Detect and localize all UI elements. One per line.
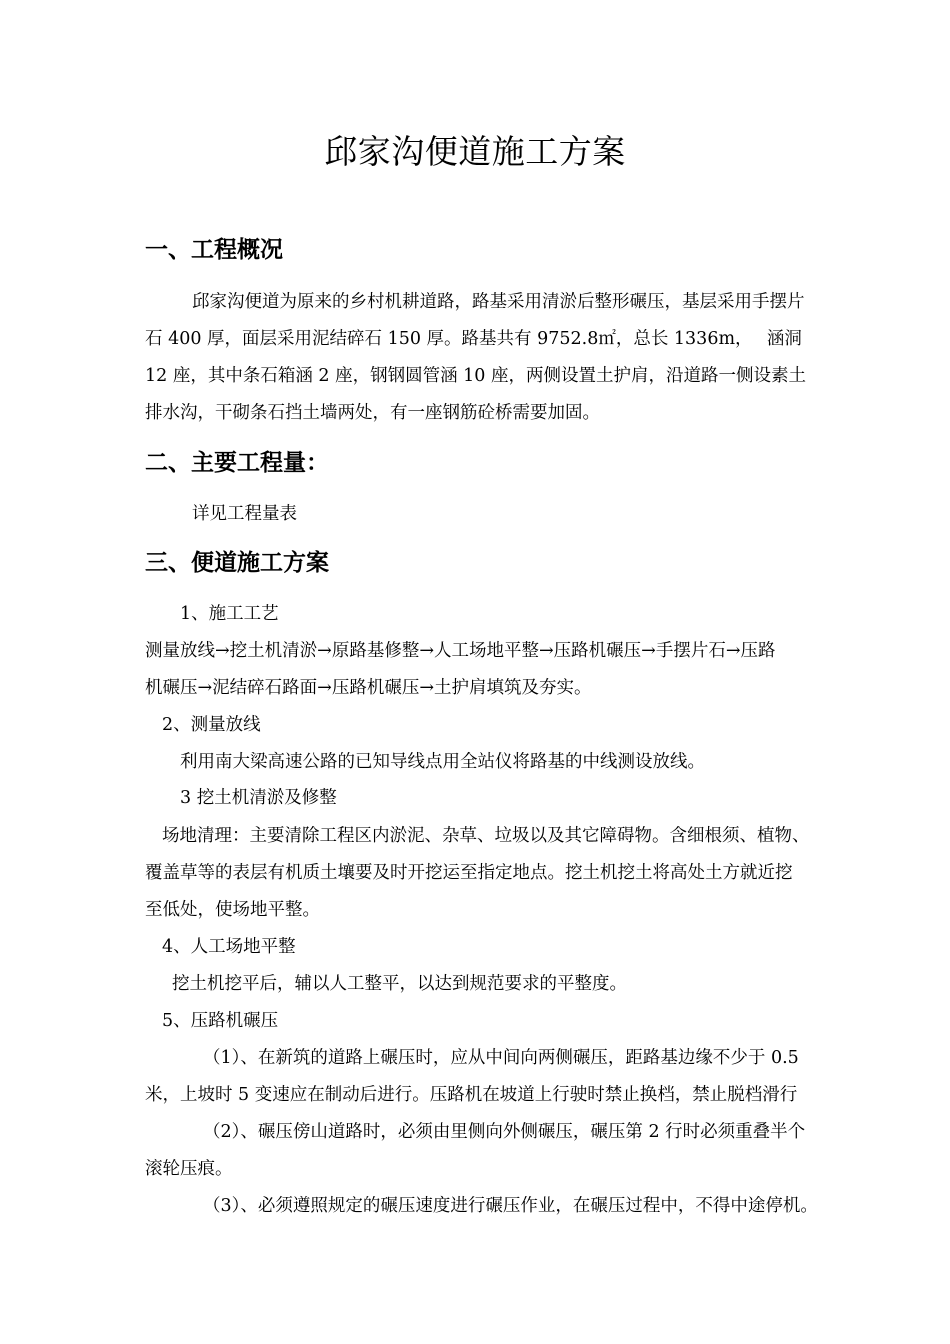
overview-line-3: 12 座，其中条石箱涵 2 座，钢钢圆管涵 10 座，两侧设置土护肩，沿道路一侧设素土 bbox=[145, 366, 806, 386]
item2-title: 2、测量放线 bbox=[162, 715, 261, 735]
overview-line-2: 石 400 厚，面层采用泥结碎石 150 厚。路基共有 9752.8㎡，总长 1336m， 涵洞 bbox=[145, 329, 802, 349]
item2-text: 利用南大梁高速公路的已知导线点用全站仪将路基的中线测设放线。 bbox=[180, 752, 705, 772]
item5-p1-line-1: （1）、在新筑的道路上碾压时，应从中间向两侧碾压，距路基边缘不少于 0.5 bbox=[203, 1048, 799, 1068]
item3-line-1: 场地清理：主要清除工程区内淤泥、杂草、垃圾以及其它障碍物。含细根须、植物、 bbox=[162, 826, 810, 846]
item3-title: 3 挖土机清淤及修整 bbox=[180, 788, 337, 808]
item1-line-2: 机碾压→泥结碎石路面→压路机碾压→土护肩填筑及夯实。 bbox=[145, 678, 592, 698]
section-heading-construction-plan: 三、便道施工方案 bbox=[145, 550, 329, 576]
overview-line-4: 排水沟，干砌条石挡土墙两处，有一座钢筋砼桥需要加固。 bbox=[145, 403, 600, 423]
quantities-text: 详见工程量表 bbox=[192, 504, 297, 524]
section-heading-quantities: 二、主要工程量： bbox=[145, 450, 329, 476]
item4-title: 4、人工场地平整 bbox=[162, 937, 296, 957]
item4-text: 挖土机挖平后，辅以人工整平，以达到规范要求的平整度。 bbox=[172, 974, 627, 994]
item3-line-2: 覆盖草等的表层有机质土壤要及时开挖运至指定地点。挖土机挖土将高处土方就近挖 bbox=[145, 863, 793, 883]
document-title: 邱家沟便道施工方案 bbox=[324, 132, 626, 171]
item1-title: 1、施工工艺 bbox=[180, 604, 279, 624]
overview-line-1: 邱家沟便道为原来的乡村机耕道路，路基采用清淤后整形碾压，基层采用手摆片 bbox=[192, 292, 805, 312]
item5-p2-line-2: 滚轮压痕。 bbox=[145, 1159, 233, 1179]
section-heading-overview: 一、工程概况 bbox=[145, 237, 283, 263]
item1-line-1: 测量放线→挖土机清淤→原路基修整→人工场地平整→压路机碾压→手摆片石→压路 bbox=[145, 641, 776, 661]
item3-line-3: 至低处，使场地平整。 bbox=[145, 900, 320, 920]
item5-p1-line-2: 米，上坡时 5 变速应在制动后进行。压路机在坡道上行驶时禁止换档，禁止脱档滑行 bbox=[145, 1085, 798, 1105]
item5-title: 5、压路机碾压 bbox=[162, 1011, 279, 1031]
item5-p3: （3）、必须遵照规定的碾压速度进行碾压作业，在碾压过程中，不得中途停机。 bbox=[203, 1196, 818, 1216]
item5-p2-line-1: （2）、碾压傍山道路时，必须由里侧向外侧碾压，碾压第 2 行时必须重叠半个 bbox=[203, 1122, 806, 1142]
